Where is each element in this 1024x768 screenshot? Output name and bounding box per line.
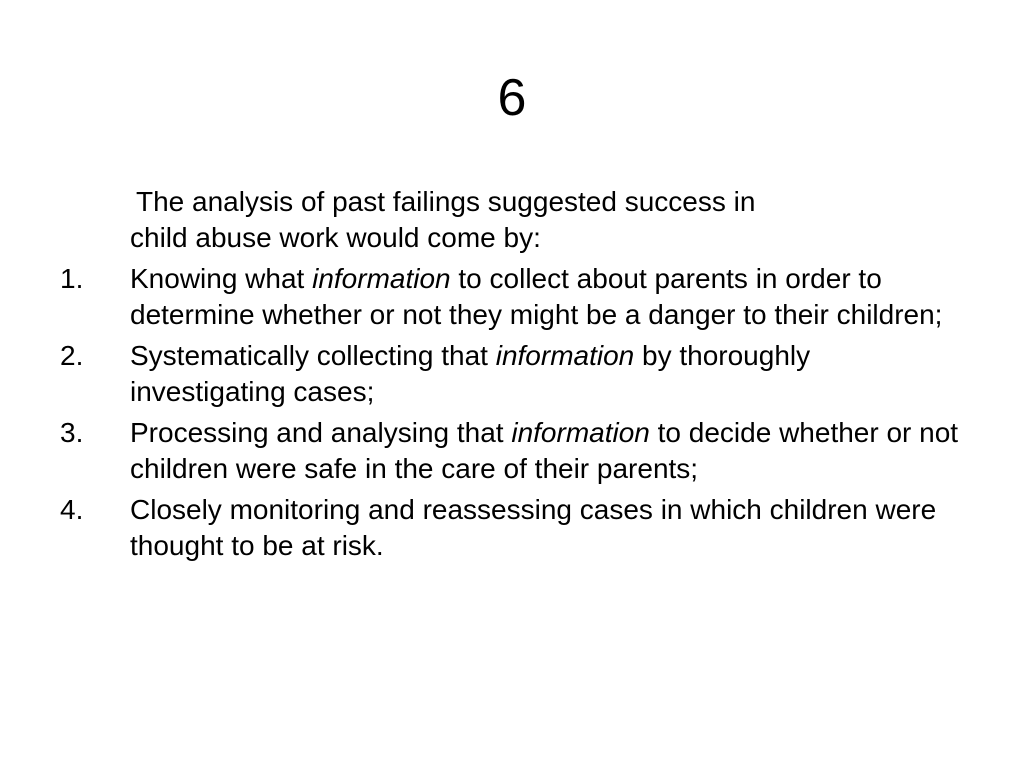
- list-item-4: [60, 492, 970, 564]
- list-item-number: 2.: [60, 340, 84, 371]
- list-item-number: 3.: [60, 417, 84, 448]
- intro-line-1: The analysis of past failings suggested success in: [136, 186, 756, 217]
- list-item-text-before: Systematically collecting that: [130, 340, 496, 371]
- slide-body: [60, 184, 970, 569]
- list-item-text: [130, 340, 810, 407]
- list-item-number: 4.: [60, 494, 84, 525]
- list-item-text-before: Processing and analysing that: [130, 417, 512, 448]
- slide-title: 6: [497, 69, 527, 127]
- intro-paragraph: [60, 184, 970, 256]
- list-item-emphasis: information: [312, 263, 451, 294]
- list-item-text-before: Closely monitoring and reassessing cases in which children were thought to be at risk.: [130, 494, 937, 561]
- list-item-emphasis: information: [495, 340, 635, 371]
- list-item-text-before: Knowing what: [130, 263, 313, 294]
- list-item-emphasis: information: [511, 417, 650, 448]
- list-item-3: [60, 415, 970, 487]
- list-item-1: [60, 261, 970, 333]
- intro-line-2: child abuse work would come by:: [130, 222, 541, 253]
- list-item-text-after: by thoroughly investigating cases;: [130, 340, 811, 407]
- list-item-text: [130, 263, 942, 330]
- list-item-number: 1.: [60, 263, 84, 294]
- list-item-2: [60, 338, 970, 410]
- list-item-text-after: to collect about parents in order to determine whether or not they might be a danger to their children;: [130, 263, 943, 330]
- list-item-text: [130, 417, 958, 484]
- list-item-text: [130, 494, 936, 561]
- list-item-text-after: to decide whether or not children were safe in the care of their parents;: [130, 417, 959, 484]
